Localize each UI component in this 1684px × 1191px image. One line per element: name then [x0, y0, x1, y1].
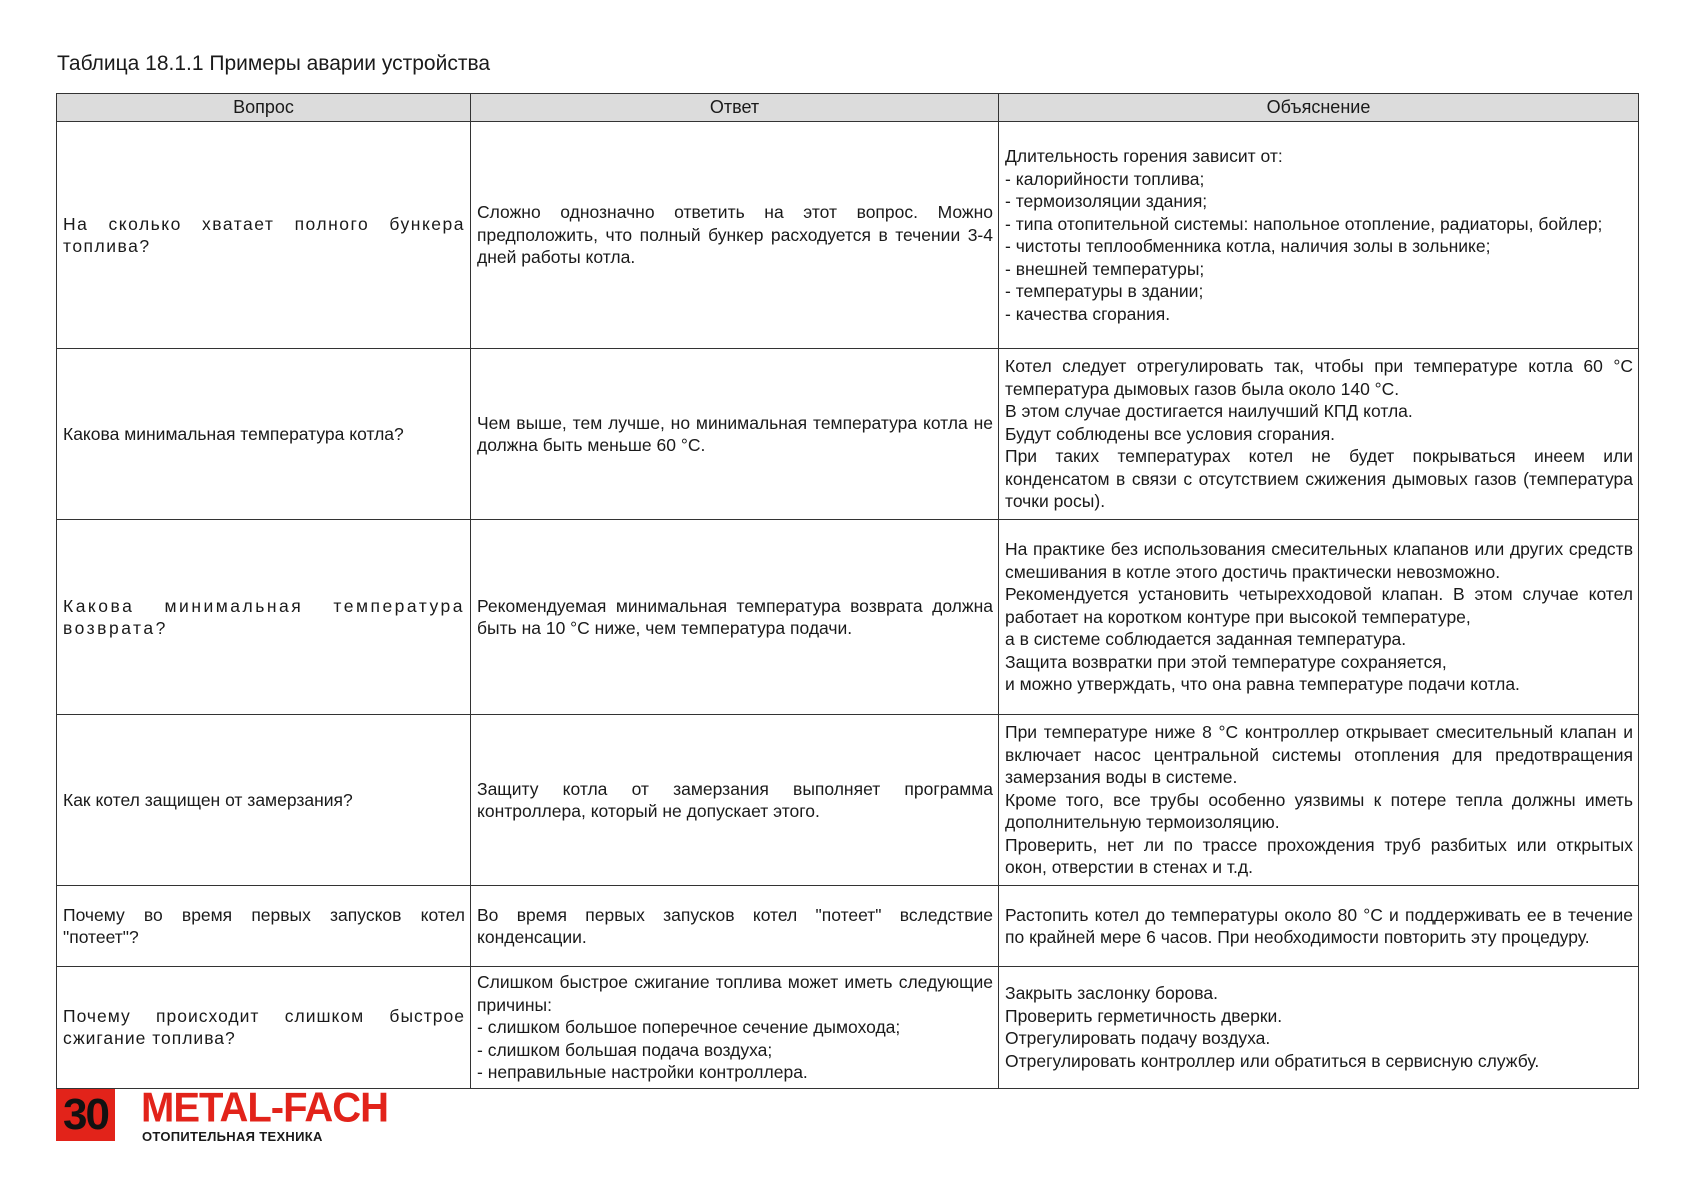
table-row [57, 967, 1639, 1089]
question-cell: Какова минимальная температура возврата? [57, 520, 471, 715]
header-explanation: Объяснение [999, 94, 1639, 122]
question-cell: Почему происходит слишком быстрое сжигание топлива? [57, 967, 471, 1089]
page-number: 30 [56, 1089, 115, 1141]
explanation-cell [999, 349, 1639, 520]
question-cell: Какова минимальная температура котла? [57, 349, 471, 520]
explanation-cell [999, 520, 1639, 715]
explanation-line: и можно утверждать, что она равна температуре подачи котла. [1005, 674, 1520, 695]
header-answer: Ответ [471, 94, 999, 122]
question-cell: На сколько хватает полного бункера топлива? [57, 122, 471, 349]
question-cell: Почему во время первых запусков котел "потеет"? [57, 886, 471, 967]
brand-tagline: ОТОПИТЕЛЬНАЯ ТЕХНИКА [142, 1129, 323, 1144]
answer-line: - слишком большое поперечное сечение дымохода; [477, 1017, 901, 1037]
answer-line: - неправильные настройки контроллера. [477, 1062, 808, 1082]
explanation-line: - калорийности топлива; [1005, 168, 1205, 189]
brand-logo: METAL-FACH [141, 1084, 388, 1132]
explanation-cell [999, 886, 1639, 967]
table-row [57, 715, 1639, 886]
explanation-line: Растопить котел до температуры около 80 °С и поддерживать ее в течение по крайней мере 6 часов. При необходимости повторить эту процедуру. [1005, 904, 1633, 947]
table-row [57, 122, 1639, 349]
explanation-line: - чистоты теплообменника котла, наличия золы в зольнике; [1005, 236, 1491, 256]
table-row [57, 349, 1639, 520]
explanation-cell [999, 967, 1639, 1089]
answer-line: Слишком быстрое сжигание топлива может иметь следующие причины: [477, 972, 993, 1015]
header-question: Вопрос [57, 94, 471, 122]
explanation-line: На практике без использования смесительных клапанов или других средств смешивания в котле этого достичь практически невозможно. [1005, 539, 1633, 582]
explanation-line: В этом случае достигается наилучший КПД котла. [1005, 401, 1413, 422]
explanation-line: Будут соблюдены все условия сгорания. [1005, 423, 1336, 444]
explanation-line: - термоизоляции здания; [1005, 191, 1208, 211]
explanation-line: - качества сгорания. [1005, 303, 1171, 324]
explanation-line: Закрыть заслонку борова. [1005, 983, 1218, 1004]
explanation-line: Длительность горения зависит от: [1005, 146, 1283, 166]
table-header-row [57, 94, 1639, 122]
explanation-line: Котел следует отрегулировать так, чтобы при температуре котла 60 °С температура дымовых газов была около 140 °С. [1005, 356, 1633, 399]
explanation-cell [999, 122, 1639, 349]
answer-cell: Во время первых запусков котел "потеет" вследствие конденсации. [471, 886, 999, 967]
explanation-line: - внешней температуры; [1005, 258, 1205, 279]
explanation-line: Отрегулировать подачу воздуха. [1005, 1028, 1271, 1049]
explanation-line: При температуре ниже 8 °С контроллер открывает смесительный клапан и включает насос центральной системы отопления для предотвращения замерзания воды в системе. [1005, 722, 1633, 788]
explanation-line: Кроме того, все трубы особенно уязвимы к потере тепла должны иметь дополнительную термоизоляцию. [1005, 789, 1633, 833]
faq-table [56, 93, 1639, 1089]
table-row [57, 886, 1639, 967]
explanation-line: а в системе соблюдается заданная температура. [1005, 629, 1407, 650]
explanation-cell [999, 715, 1639, 886]
answer-cell: Сложно однозначно ответить на этот вопрос. Можно предположить, что полный бункер расходуется в течении 3-4 дней работы котла. [471, 122, 999, 349]
answer-cell: Рекомендуемая минимальная температура возврата должна быть на 10 °С ниже, чем температура подачи. [471, 520, 999, 715]
explanation-line: Рекомендуется установить четырехходовой клапан. В этом случае котел работает на коротком контуре при высокой температуре, [1005, 584, 1633, 627]
explanation-line: Проверить, нет ли по трассе прохождения труб разбитых или открытых окон, отверстии в стенах и т.д. [1005, 834, 1633, 878]
explanation-line: Проверить герметичность дверки. [1005, 1005, 1283, 1026]
question-cell: Как котел защищен от замерзания? [57, 715, 471, 886]
explanation-line: Защита возвратки при этой температуре сохраняется, [1005, 651, 1447, 672]
explanation-line: - типа отопительной системы: напольное отопление, радиаторы, бойлер; [1005, 213, 1603, 234]
answer-cell: Чем выше, тем лучше, но минимальная температура котла не должна быть меньше 60 °С. [471, 349, 999, 520]
answer-cell [471, 967, 999, 1089]
explanation-line: При таких температурах котел не будет покрываться инеем или конденсатом в связи с отсутствием сжижения дымовых газов (температура точки росы). [1005, 446, 1633, 512]
answer-cell: Защиту котла от замерзания выполняет программа контроллера, который не допускает этого. [471, 715, 999, 886]
answer-line: - слишком большая подача воздуха; [477, 1039, 773, 1060]
page-title: Таблица 18.1.1 Примеры аварии устройства [57, 52, 491, 75]
explanation-line: - температуры в здании; [1005, 281, 1204, 301]
explanation-line: Отрегулировать контроллер или обратиться в сервисную службу. [1005, 1050, 1540, 1071]
table-row [57, 520, 1639, 715]
